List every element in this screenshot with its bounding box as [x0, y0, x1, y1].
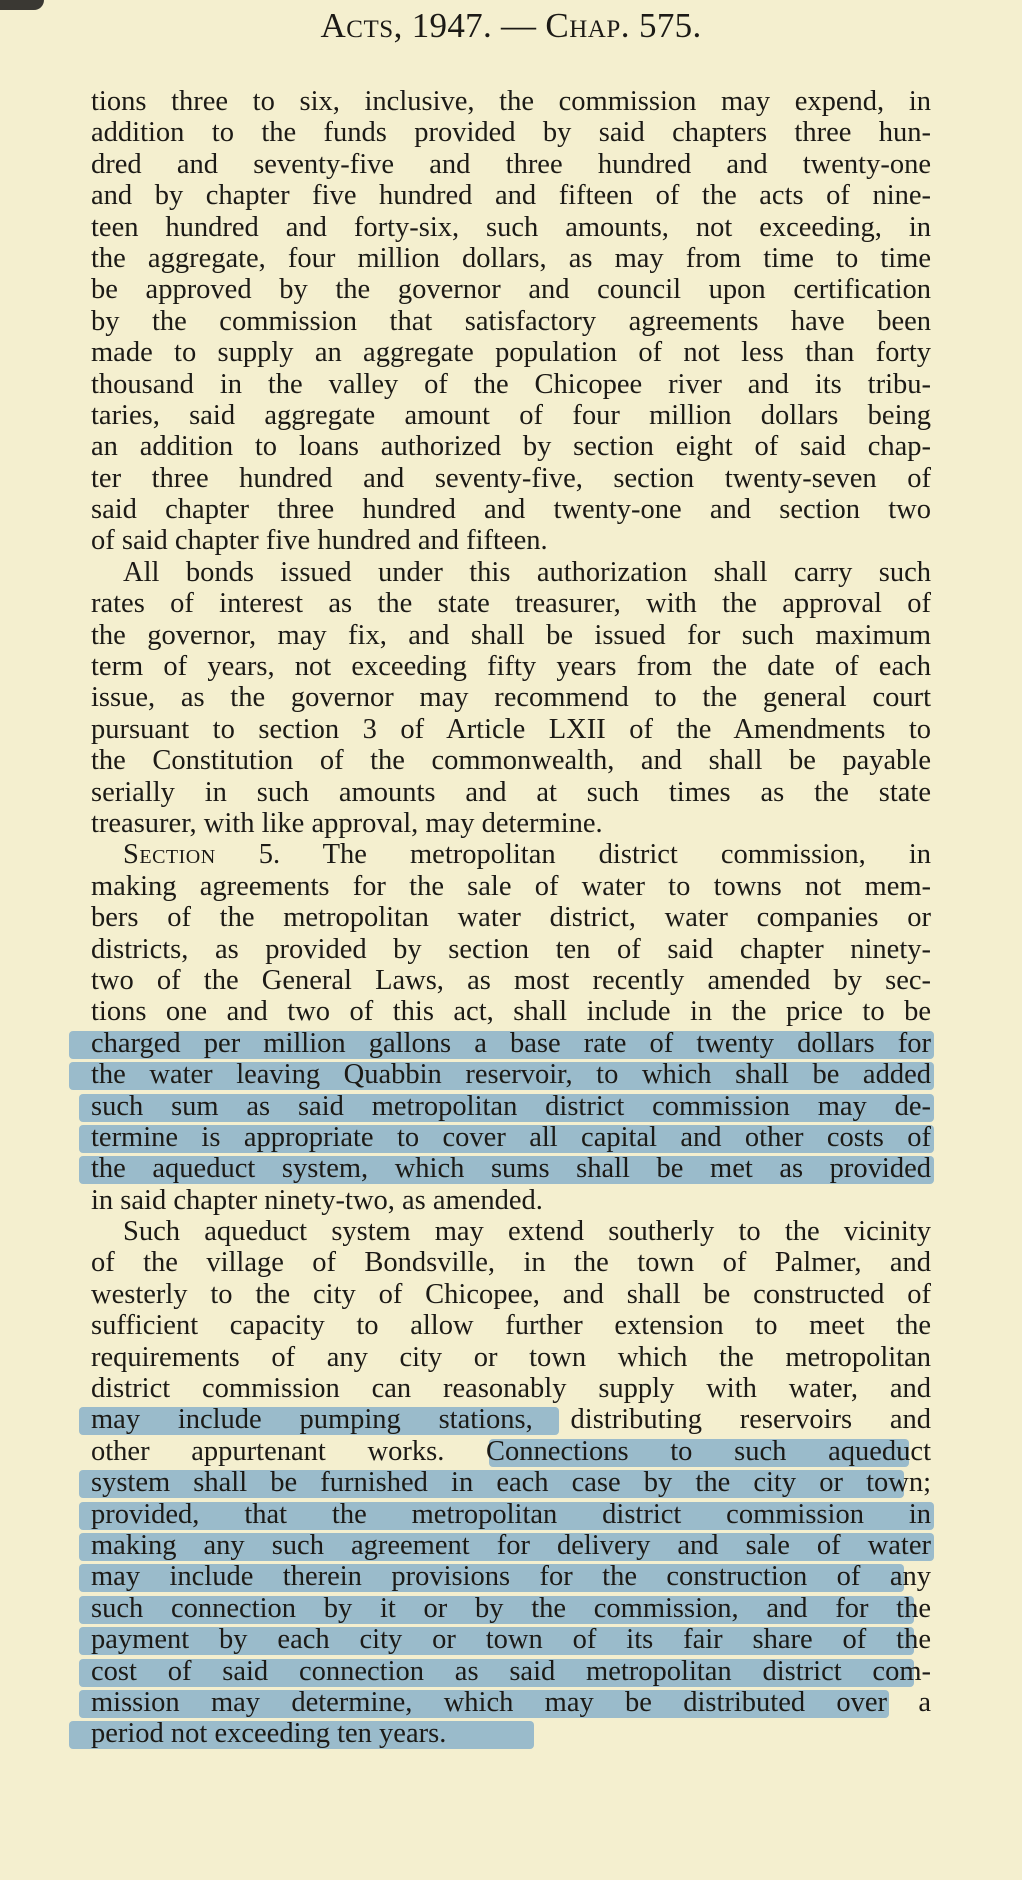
text-line [91, 1216, 931, 1247]
line-text: pursuant to section 3 of Article LXII of the Amendments to [91, 713, 931, 745]
line-text: by the commission that satisfactory agreements have been [91, 305, 931, 337]
text-line [91, 243, 931, 274]
line-text: term of years, not exceeding fifty years from the date of each [91, 651, 931, 683]
line-text: the Constitution of the commonwealth, and shall be payable [91, 745, 931, 777]
text-line [91, 902, 931, 933]
line-text: other appurtenant works. Connections to such aqueduct [91, 1435, 931, 1467]
text-line [91, 1279, 931, 1310]
text-line [91, 839, 931, 870]
line-text: termine is appropriate to cover all capital and other costs of [91, 1121, 931, 1153]
line-text: cost of said connection as said metropolitan district com- [91, 1655, 931, 1687]
text-line [91, 1656, 931, 1687]
text-line [91, 117, 931, 148]
line-text: rates of interest as the state treasurer, with the approval of [91, 588, 931, 620]
line-text: All bonds issued under this authorization shall carry such [123, 556, 931, 588]
line-text: requirements of any city or town which the metropolitan [91, 1341, 931, 1373]
text-line [91, 1687, 931, 1718]
text-line [91, 369, 931, 400]
text-line [91, 1467, 931, 1498]
text-line [91, 620, 931, 651]
text-line [91, 1028, 931, 1059]
text-line [91, 1404, 931, 1435]
text-line [91, 400, 931, 431]
line-text: district commission can reasonably supply with water, and [91, 1373, 931, 1405]
text-line [91, 1342, 931, 1373]
text-line [91, 934, 931, 965]
text-line [91, 149, 931, 180]
text-line [91, 588, 931, 619]
line-text: mission may determine, which may be distributed over a [91, 1686, 931, 1718]
text-line [91, 1593, 931, 1624]
line-text: an addition to loans authorized by section eight of said chap- [91, 431, 931, 463]
text-line [91, 1373, 931, 1404]
text-line [91, 431, 931, 462]
line-text: tions three to six, inclusive, the commission may expend, in [91, 86, 931, 117]
line-text: the aqueduct system, which sums shall be met as provided [91, 1153, 931, 1185]
text-line [91, 1185, 931, 1216]
line-text: Such aqueduct system may extend southerly to the vicinity [123, 1216, 931, 1248]
line-text: districts, as provided by section ten of said chapter ninety- [91, 933, 931, 965]
line-text: westerly to the city of Chicopee, and shall be constructed of [91, 1278, 931, 1310]
line-text: dred and seventy-five and three hundred and twenty-one [91, 148, 931, 180]
text-line [91, 682, 931, 713]
line-text: be approved by the governor and council upon certification [91, 274, 931, 306]
line-text: sufficient capacity to allow further extension to meet the [91, 1310, 931, 1342]
line-text: of said chapter five hundred and fifteen. [91, 525, 548, 557]
line-text: making agreements for the sale of water to towns not mem- [91, 870, 931, 902]
page-header [0, 6, 1022, 46]
line-text: two of the General Laws, as most recently amended by sec- [91, 964, 931, 996]
line-text: period not exceeding ten years. [91, 1718, 447, 1750]
header-year: , 1947. — [393, 6, 546, 45]
text-line [91, 1153, 931, 1184]
text-line [91, 463, 931, 494]
line-text: such connection by it or by the commission, and for the [91, 1592, 931, 1624]
line-text: in said chapter ninety-two, as amended. [91, 1184, 543, 1216]
line-text: addition to the funds provided by said chapters three hun- [91, 117, 931, 149]
line-text: payment by each city or town of its fair share of the [91, 1624, 931, 1656]
line-text: Section 5. The metropolitan district commission, in [123, 839, 931, 871]
header-chap: Chap. [545, 6, 630, 45]
line-text: ter three hundred and seventy-five, section twenty-seven of [91, 462, 931, 494]
line-text: taries, said aggregate amount of four million dollars being [91, 399, 931, 431]
text-line [91, 777, 931, 808]
text-line [91, 557, 931, 588]
line-text: said chapter three hundred and twenty-one and section two [91, 494, 931, 526]
line-text: of the village of Bondsville, in the town of Palmer, and [91, 1247, 931, 1279]
line-text: charged per million gallons a base rate of twenty dollars for [91, 1027, 931, 1059]
text-line [91, 651, 931, 682]
page-body [91, 86, 931, 1750]
text-line [91, 1624, 931, 1655]
header-acts: Acts [320, 6, 394, 45]
text-line [91, 808, 931, 839]
text-line [91, 494, 931, 525]
text-line [91, 1530, 931, 1561]
text-line [91, 965, 931, 996]
line-text: teen hundred and forty-six, such amounts, not exceeding, in [91, 211, 931, 243]
text-line [91, 996, 931, 1027]
line-text: tions one and two of this act, shall include in the price to be [91, 996, 931, 1028]
text-line [91, 1122, 931, 1153]
line-text: provided, that the metropolitan district commission in [91, 1498, 931, 1530]
text-line [91, 1436, 931, 1467]
text-line [91, 1091, 931, 1122]
header-chap-number: 575. [630, 6, 702, 45]
line-text: and by chapter five hundred and fifteen of the acts of nine- [91, 180, 931, 212]
line-text: made to supply an aggregate population of not less than forty [91, 337, 931, 369]
line-text: treasurer, with like approval, may determine. [91, 807, 603, 839]
text-line [91, 86, 931, 117]
text-line [91, 1059, 931, 1090]
text-line [91, 745, 931, 776]
line-text: bers of the metropolitan water district, water companies or [91, 902, 931, 934]
text-line [91, 1247, 931, 1278]
text-line [91, 180, 931, 211]
text-line [91, 274, 931, 305]
line-text: the water leaving Quabbin reservoir, to which shall be added [91, 1059, 931, 1091]
line-text: making any such agreement for delivery and sale of water [91, 1529, 931, 1561]
text-line [91, 525, 931, 556]
text-line [91, 212, 931, 243]
text-line [91, 1499, 931, 1530]
text-line [91, 1310, 931, 1341]
line-text: such sum as said metropolitan district commission may de- [91, 1090, 931, 1122]
line-text: thousand in the valley of the Chicopee river and its tribu- [91, 368, 931, 400]
line-text: system shall be furnished in each case by the city or town; [91, 1467, 931, 1499]
line-text: the governor, may fix, and shall be issued for such maximum [91, 619, 931, 651]
text-line [91, 871, 931, 902]
text-line [91, 306, 931, 337]
line-text: the aggregate, four million dollars, as may from time to time [91, 242, 931, 274]
line-text: serially in such amounts and at such times as the state [91, 776, 931, 808]
text-line [91, 714, 931, 745]
line-text: may include pumping stations, distributing reservoirs and [91, 1404, 931, 1436]
text-line [91, 337, 931, 368]
text-line [91, 1718, 931, 1749]
line-text: may include therein provisions for the construction of any [91, 1561, 931, 1593]
text-line [91, 1561, 931, 1592]
line-text: issue, as the governor may recommend to the general court [91, 682, 931, 714]
